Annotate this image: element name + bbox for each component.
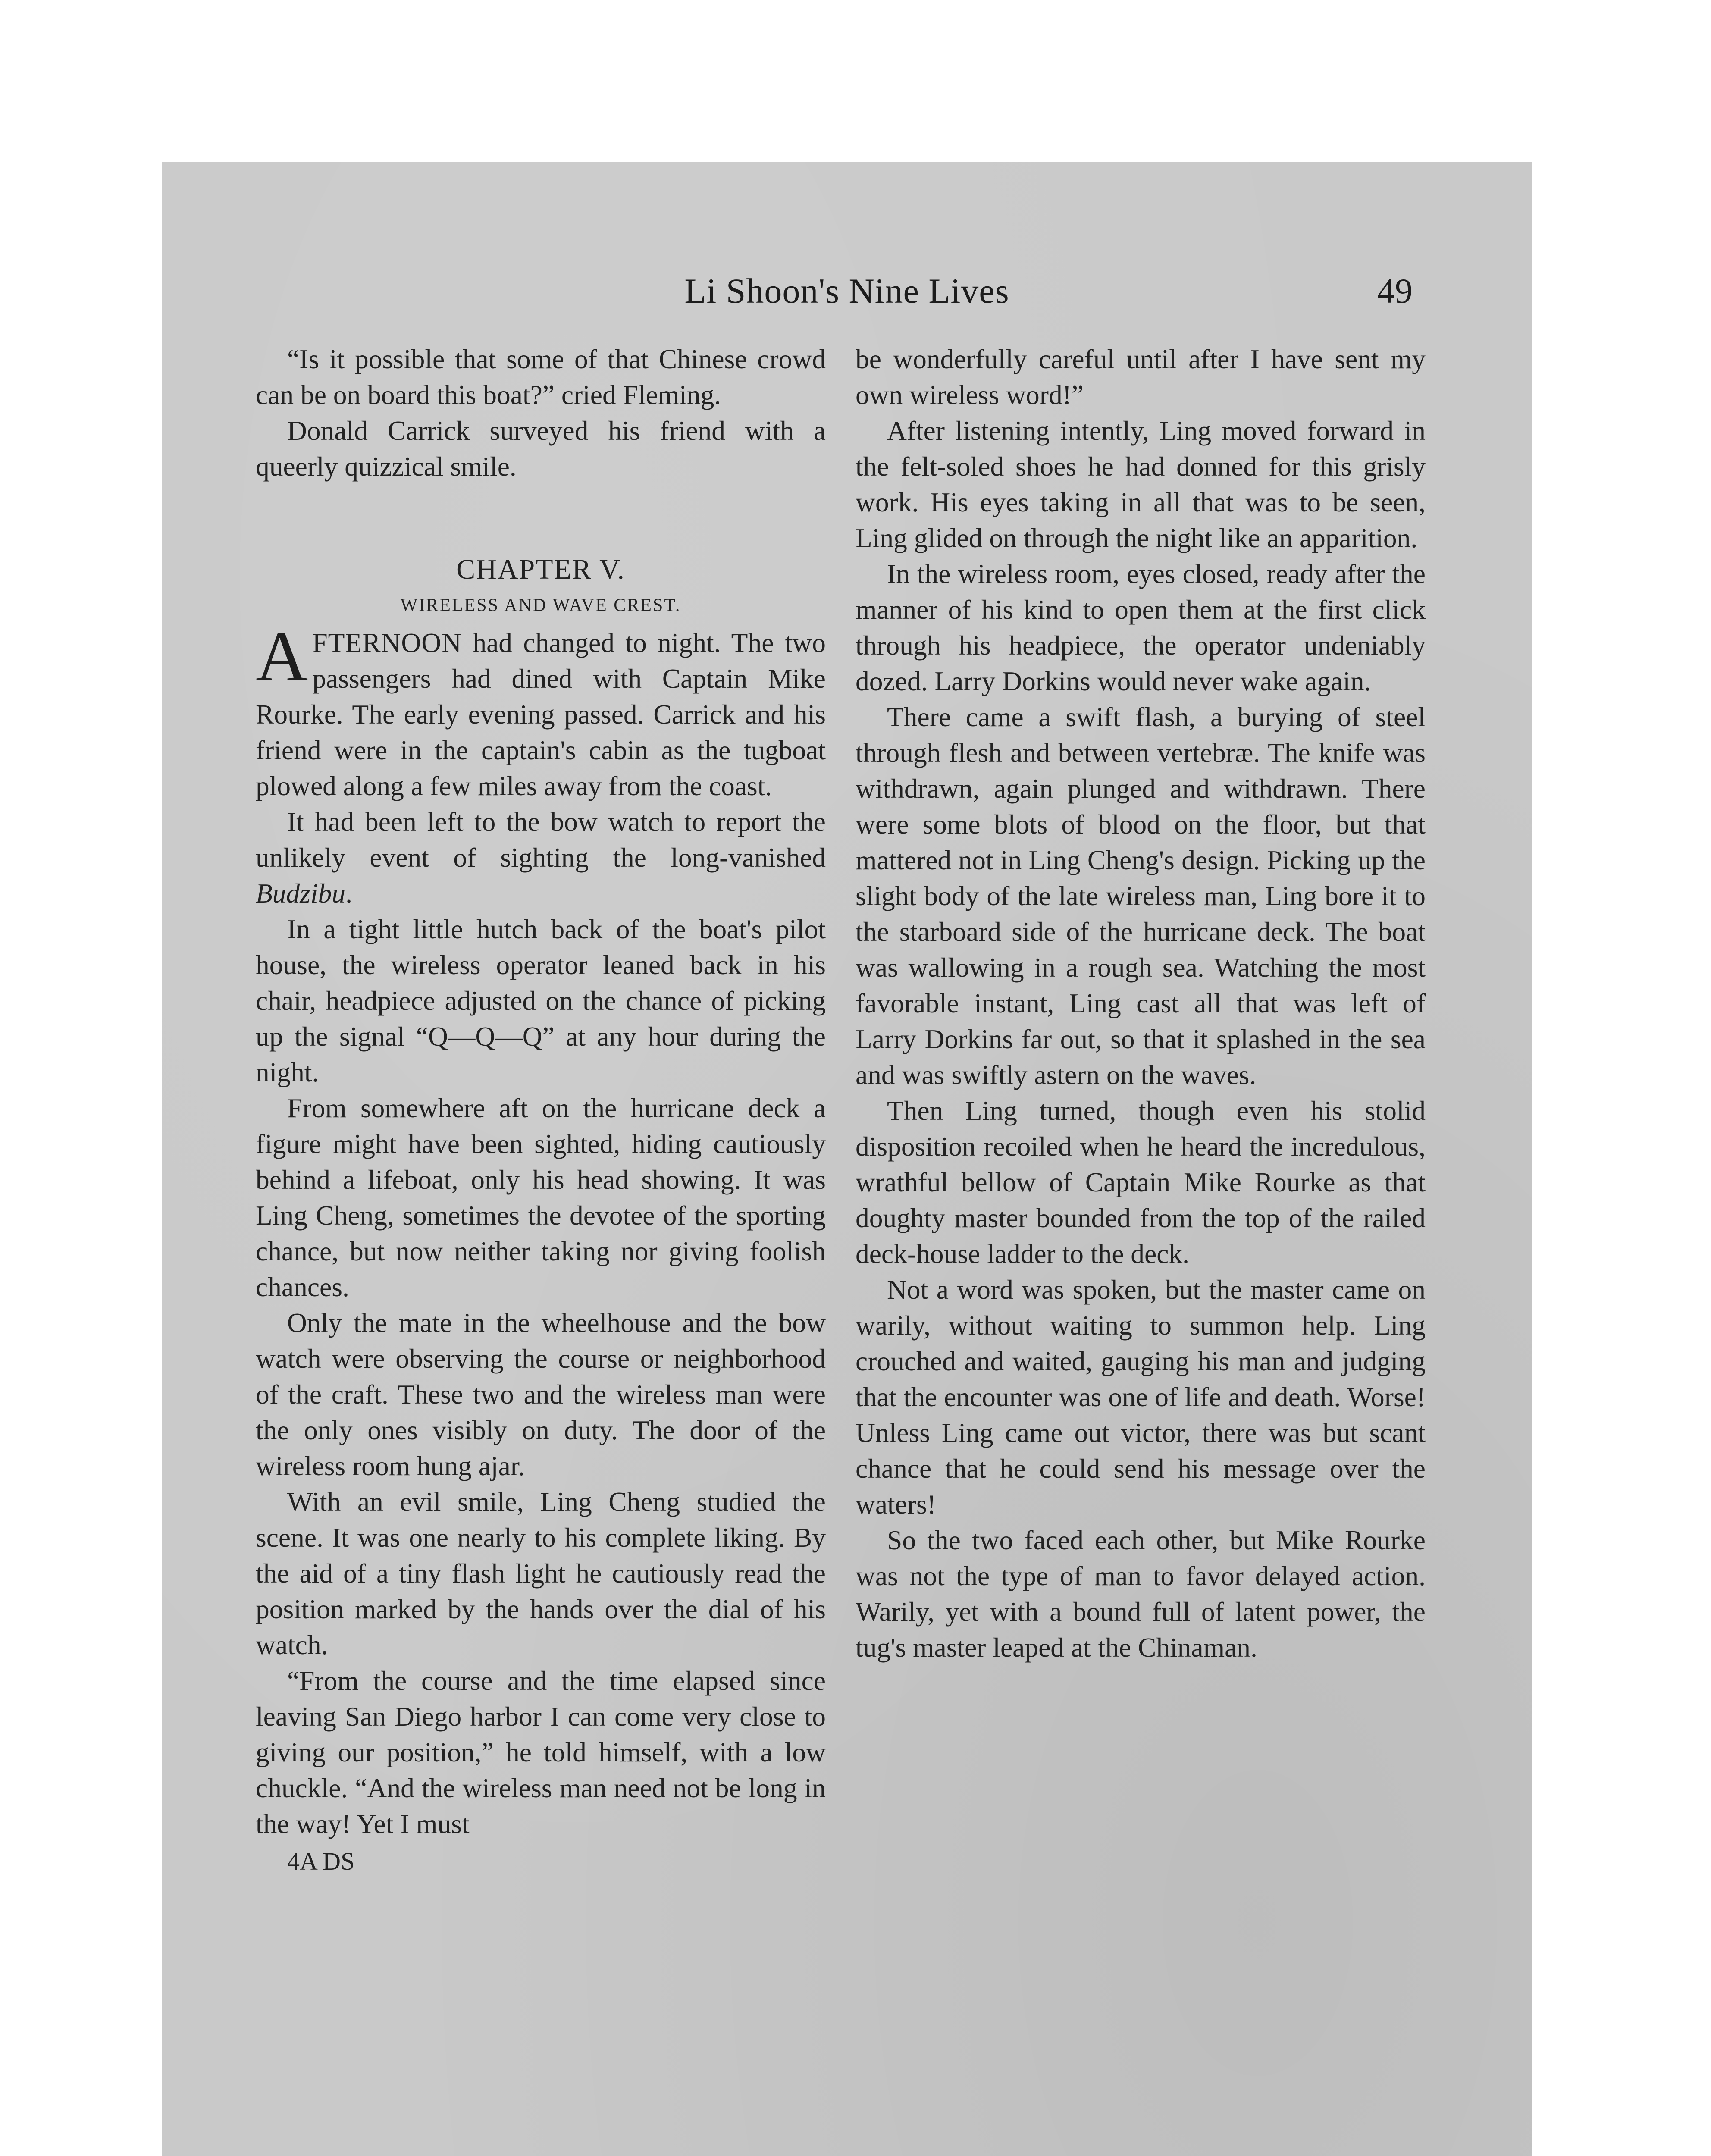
paragraph: In the wireless room, eyes closed, ready after the manner of his kind to open them at the first click through his headpiece, the operator undeniably dozed. Larry Dorkins would never wake again.: [856, 558, 1426, 696]
paragraph: be wonderfully careful until after I have sent my own wireless word!”: [856, 344, 1426, 410]
paragraph: There came a swift flash, a burying of steel through flesh and between vertebræ. The knife was withdrawn, again plunged and withdrawn. There were some blots of blood on the floor, but that mattered not in Ling Cheng's design. Picking up the slight body of the late wireless man, Ling bore it to the starboard side of the hurricane deck. The boat was wallowing in a rough sea. Watching the most favorable instant, Ling cast all that was left of Larry Dorkins far out, so that it splashed in the sea and was swiftly astern on the waves.: [856, 702, 1426, 1090]
paragraph: In a tight little hutch back of the boat's pilot house, the wireless operator leaned back in his chair, headpiece adjusted on the chance of picking up the signal “Q—Q—Q” at any hour during the night.: [256, 914, 826, 1087]
paragraph: “Is it possible that some of that Chinese crowd can be on board this boat?” cried Fleming.: [256, 344, 826, 410]
chapter-heading: CHAPTER V.: [456, 554, 625, 585]
paragraph: After listening intently, Ling moved forward in the felt-soled shoes he had donned for this grisly work. His eyes taking in all that was to be seen, Ling glided on through the night like an apparition.: [856, 415, 1426, 553]
opening-word: FTERNOON: [312, 627, 462, 658]
paragraph: Then Ling turned, though even his stolid disposition recoiled when he heard the incredulous, wrathful bellow of Captain Mike Rourke as that doughty master bounded from the top of the railed deck-house ladder to the deck.: [856, 1095, 1426, 1269]
ship-name: Budzibu: [256, 878, 346, 909]
page-scan: [162, 162, 1532, 2156]
paragraph: Not a word was spoken, but the master came on warily, without waiting to summon help. Ling crouched and waited, gauging his man and judging that the encounter was one of life and death. Worse! Unless Ling came out victor, there was but scant chance that he could send his message over the waters!: [856, 1274, 1426, 1520]
running-title: Li Shoon's Nine Lives: [684, 271, 1009, 310]
paragraph: “From the course and the time elapsed since leaving San Diego harbor I can come very close to giving our position,” he told himself, with a low chuckle. “And the wireless man need not be long in the way! Yet I must: [256, 1665, 826, 1839]
running-head: [162, 271, 1532, 318]
page-number: 49: [1377, 271, 1413, 310]
left-column: [256, 341, 826, 1879]
opening-paragraph: [256, 616, 826, 804]
paragraph: [256, 804, 826, 911]
paragraph: From somewhere aft on the hurricane deck a figure might have been sighted, hiding cautiously behind a lifeboat, only his head showing. It was Ling Cheng, sometimes the devotee of the sporting chance, but now neither taking nor giving foolish chances.: [256, 1093, 826, 1302]
chapter-subtitle: WIRELESS AND WAVE CREST.: [400, 595, 681, 615]
paragraph: With an evil smile, Ling Cheng studied the scene. It was one nearly to his complete liking. By the aid of a tiny flash light he cautiously read the position marked by the hands over the dial of his watch.: [256, 1486, 826, 1660]
chapter-block: [256, 549, 826, 620]
printer-signature: 4A DS: [287, 1847, 355, 1875]
right-column: [856, 341, 1426, 1665]
opening-text: had changed to night. The two passengers had dined with Captain Mike Rourke. The early evening passed. Carrick and his friend were in the captain's cabin as the tugboat plowed along a few miles away from the coast.: [256, 627, 826, 801]
drop-cap: A: [256, 616, 308, 696]
paragraph: So the two faced each other, but Mike Rourke was not the type of man to favor delayed action. Warily, yet with a bound full of latent power, the tug's master leaped at the Chinaman.: [856, 1525, 1426, 1663]
paragraph: Only the mate in the wheelhouse and the bow watch were observing the course or neighborhood of the craft. These two and the wireless man were the only ones visibly on duty. The door of the wireless room hung ajar.: [256, 1307, 826, 1481]
paragraph-text: It had been left to the bow watch to report the unlikely event of sighting the long-vanished: [256, 806, 826, 873]
paragraph-text: .: [345, 878, 353, 909]
paragraph: Donald Carrick surveyed his friend with a queerly quizzical smile.: [256, 415, 826, 482]
